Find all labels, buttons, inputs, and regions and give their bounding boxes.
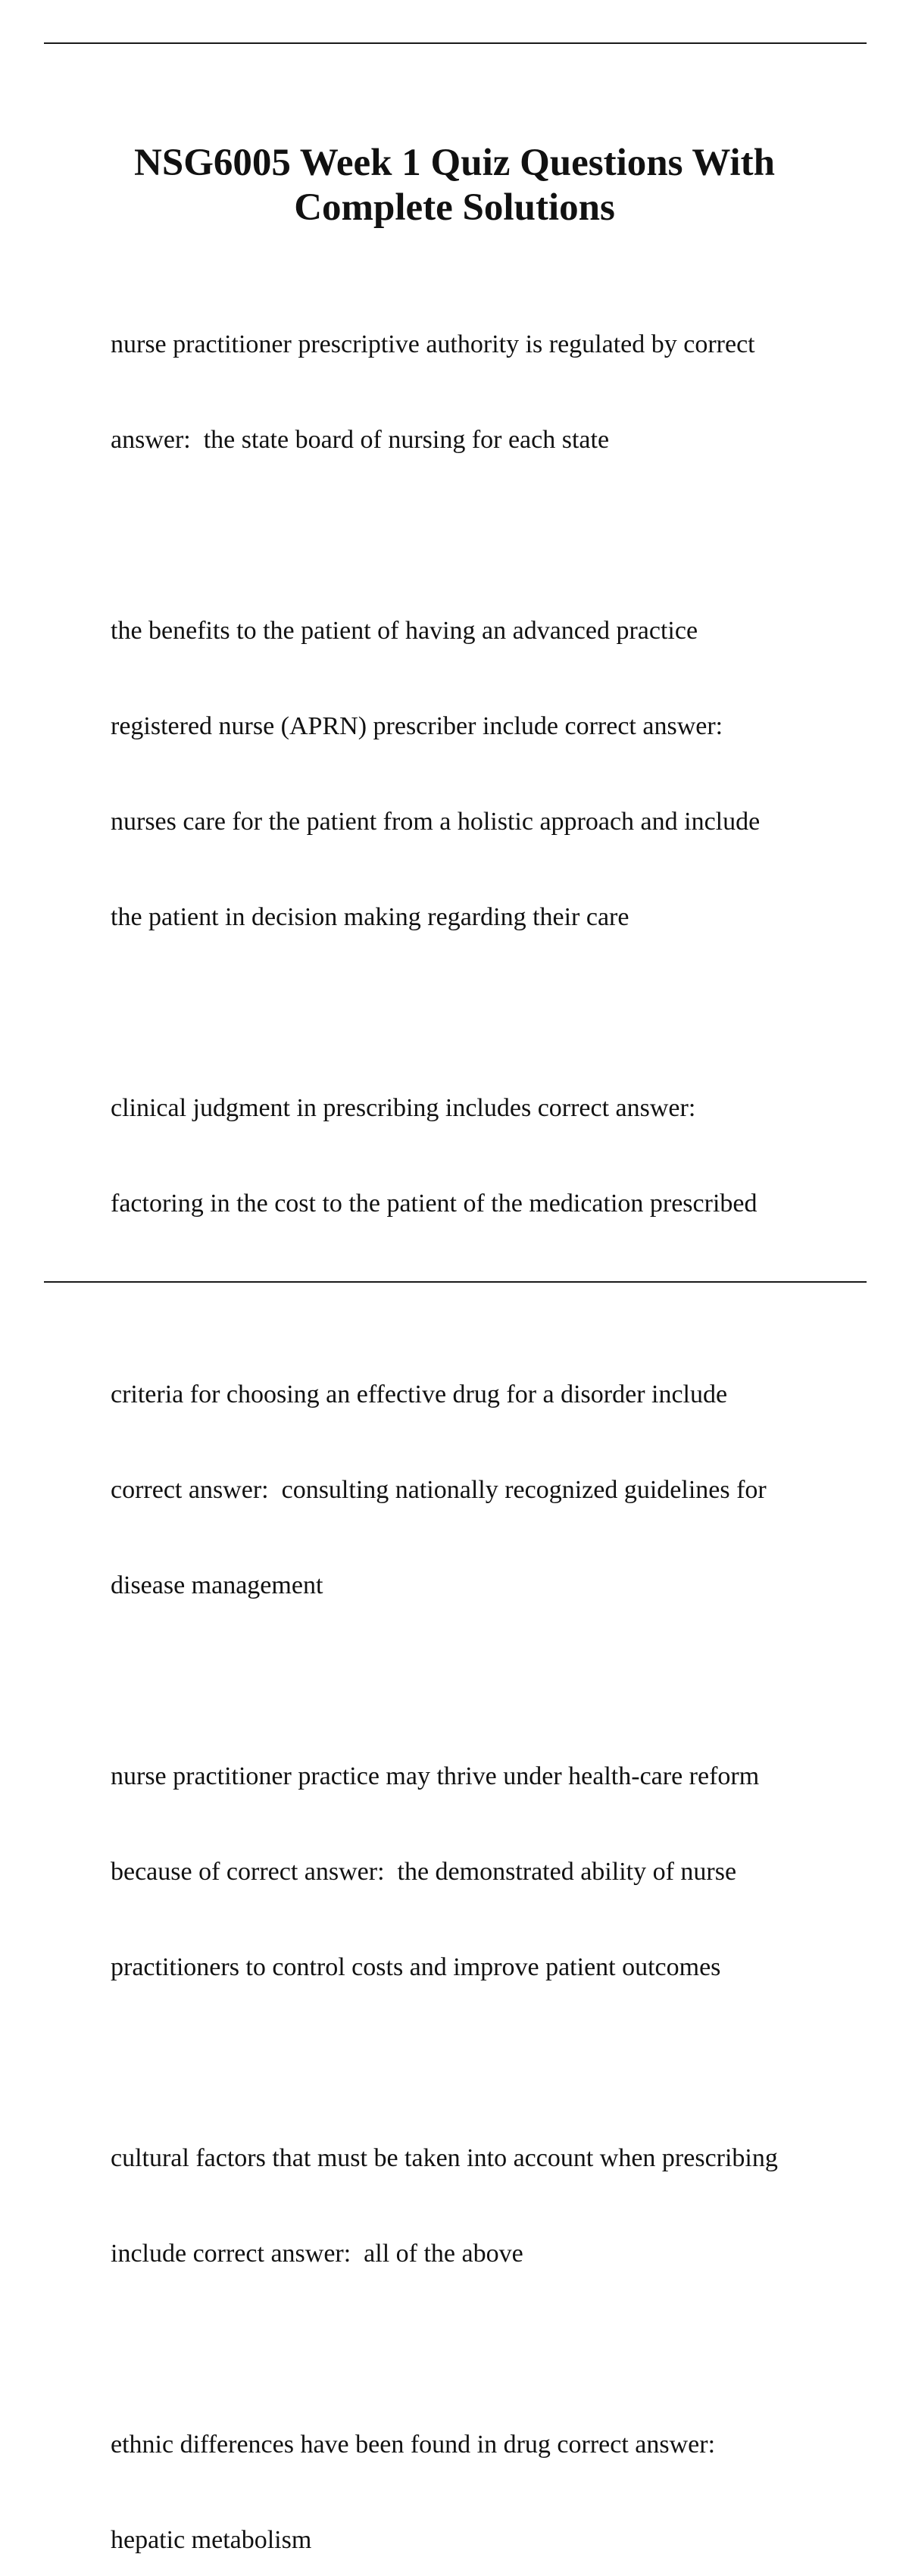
- title-line: NSG6005 Week 1 Quiz Questions With: [134, 142, 775, 184]
- qa-text-line: criteria for choosing an effective drug for a disorder include: [111, 1380, 728, 1408]
- qa-item: [111, 1315, 838, 1665]
- qa-text-line: nurse practitioner prescriptive authority is regulated by correct: [111, 330, 755, 358]
- qa-item: [111, 552, 838, 997]
- qa-text-line: correct answer: consulting nationally recognized guidelines for: [111, 1476, 767, 1504]
- qa-text-line: because of correct answer: the demonstrated ability of nurse: [111, 1858, 737, 1886]
- qa-text-line: nurses care for the patient from a holistic approach and include: [111, 808, 761, 836]
- qa-text-line: answer: the state board of nursing for each state: [111, 426, 610, 454]
- qa-item: [111, 1697, 838, 2047]
- qa-text-line: practitioners to control costs and improve patient outcomes: [111, 1953, 721, 1981]
- qa-item: [111, 265, 838, 520]
- document-title: [76, 141, 833, 230]
- qa-text-line: include correct answer: all of the above: [111, 2240, 523, 2268]
- qa-text-line: cultural factors that must be taken into account when prescribing: [111, 2144, 778, 2172]
- bottom-divider: [44, 1281, 867, 1283]
- qa-text-line: registered nurse (APRN) prescriber include correct answer:: [111, 712, 723, 740]
- title-line: Complete Solutions: [294, 186, 615, 229]
- top-divider: [44, 42, 867, 44]
- qa-text-line: clinical judgment in prescribing includes correct answer:: [111, 1094, 696, 1122]
- qa-list: [111, 265, 838, 2576]
- qa-text-line: the benefits to the patient of having an advanced practice: [111, 617, 698, 645]
- qa-text-line: disease management: [111, 1571, 323, 1599]
- qa-text-line: nurse practitioner practice may thrive under health-care reform: [111, 1762, 760, 1790]
- qa-text-line: factoring in the cost to the patient of the medication prescribed: [111, 1190, 758, 1218]
- qa-item: [111, 2365, 838, 2576]
- qa-text-line: hepatic metabolism: [111, 2526, 312, 2554]
- qa-item: [111, 2079, 838, 2334]
- qa-text-line: the patient in decision making regarding their care: [111, 903, 629, 931]
- qa-text-line: ethnic differences have been found in drug correct answer:: [111, 2431, 716, 2459]
- qa-item: [111, 1029, 838, 1283]
